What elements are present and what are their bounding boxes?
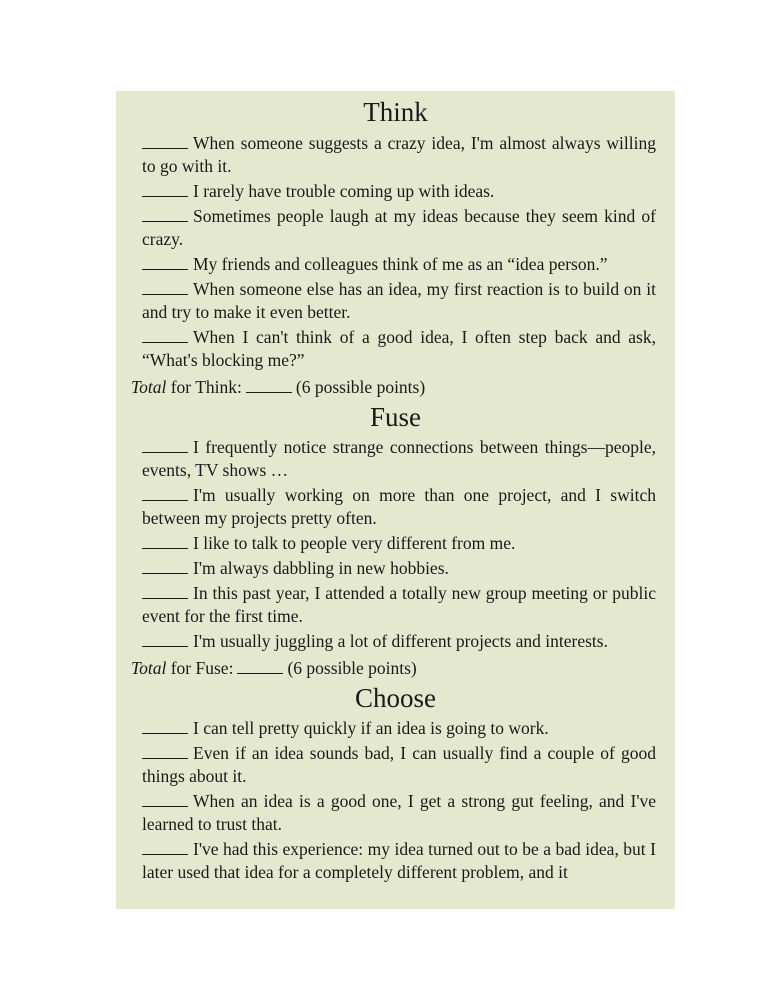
choose-item-list	[116, 717, 656, 884]
item-text: I'm usually working on more than one project, and I switch between my projects pretty often.	[142, 485, 656, 528]
section-title-think: Think	[363, 97, 428, 127]
list-item	[142, 132, 656, 178]
total-points: (6 possible points)	[295, 377, 426, 397]
item-text: I frequently notice strange connections between things—people, events, TV shows …	[142, 437, 656, 480]
list-item	[142, 790, 656, 836]
think-item-list	[116, 132, 656, 372]
item-text: I'm always dabbling in new hobbies.	[193, 558, 449, 578]
item-text: When someone suggests a crazy idea, I'm almost always willing to go with it.	[142, 133, 656, 176]
answer-blank[interactable]	[142, 207, 188, 222]
item-text: I like to talk to people very different from me.	[193, 533, 516, 553]
list-item	[142, 630, 656, 653]
item-text: In this past year, I attended a totally new group meeting or public event for the first time.	[142, 583, 656, 626]
answer-blank[interactable]	[142, 744, 188, 759]
total-think	[131, 376, 675, 399]
section-title-choose: Choose	[355, 683, 436, 713]
list-item	[142, 557, 656, 580]
answer-blank[interactable]	[142, 719, 188, 734]
total-fuse	[131, 657, 675, 680]
answer-blank[interactable]	[142, 559, 188, 574]
total-label-italic: Total	[131, 377, 167, 397]
item-text: Even if an idea sounds bad, I can usually find a couple of good things about it.	[142, 743, 656, 786]
answer-blank[interactable]	[142, 255, 188, 270]
list-item	[142, 180, 656, 203]
item-text: When an idea is a good one, I get a strong gut feeling, and I've learned to trust that.	[142, 791, 656, 834]
answer-blank[interactable]	[142, 632, 188, 647]
list-item	[142, 205, 656, 251]
total-points: (6 possible points)	[287, 658, 417, 678]
list-item	[142, 532, 656, 555]
list-item	[142, 717, 656, 740]
quiz-panel	[116, 91, 675, 909]
answer-blank[interactable]	[142, 534, 188, 549]
total-label: for Think:	[170, 377, 242, 397]
item-text: When someone else has an idea, my first reaction is to build on it and try to make it even better.	[142, 279, 656, 322]
list-item	[142, 838, 656, 884]
list-item	[142, 742, 656, 788]
answer-blank[interactable]	[142, 328, 188, 343]
list-item	[142, 326, 656, 372]
total-blank[interactable]	[246, 378, 292, 393]
answer-blank[interactable]	[142, 280, 188, 295]
list-item	[142, 484, 656, 530]
item-text: I'm usually juggling a lot of different projects and interests.	[193, 631, 608, 651]
section-title-fuse: Fuse	[369, 402, 421, 432]
item-text: My friends and colleagues think of me as an “idea person.”	[193, 254, 608, 274]
list-item	[142, 253, 656, 276]
item-text: I can tell pretty quickly if an idea is going to work.	[193, 718, 549, 738]
answer-blank[interactable]	[142, 584, 188, 599]
list-item	[142, 436, 656, 482]
item-text: When I can't think of a good idea, I often step back and ask, “What's blocking me?”	[142, 327, 656, 370]
item-text: I've had this experience: my idea turned out to be a bad idea, but I later used that idea for a completely different problem, and it	[142, 839, 656, 882]
list-item	[142, 582, 656, 628]
answer-blank[interactable]	[142, 840, 188, 855]
answer-blank[interactable]	[142, 792, 188, 807]
answer-blank[interactable]	[142, 486, 188, 501]
answer-blank[interactable]	[142, 438, 188, 453]
total-blank[interactable]	[237, 659, 283, 674]
total-label-italic: Total	[131, 658, 167, 678]
list-item	[142, 278, 656, 324]
answer-blank[interactable]	[142, 182, 188, 197]
item-text: I rarely have trouble coming up with ideas.	[193, 181, 495, 201]
item-text: Sometimes people laugh at my ideas because they seem kind of crazy.	[142, 206, 656, 249]
answer-blank[interactable]	[142, 134, 188, 149]
fuse-item-list	[116, 436, 656, 653]
total-label: for Fuse:	[170, 658, 234, 678]
